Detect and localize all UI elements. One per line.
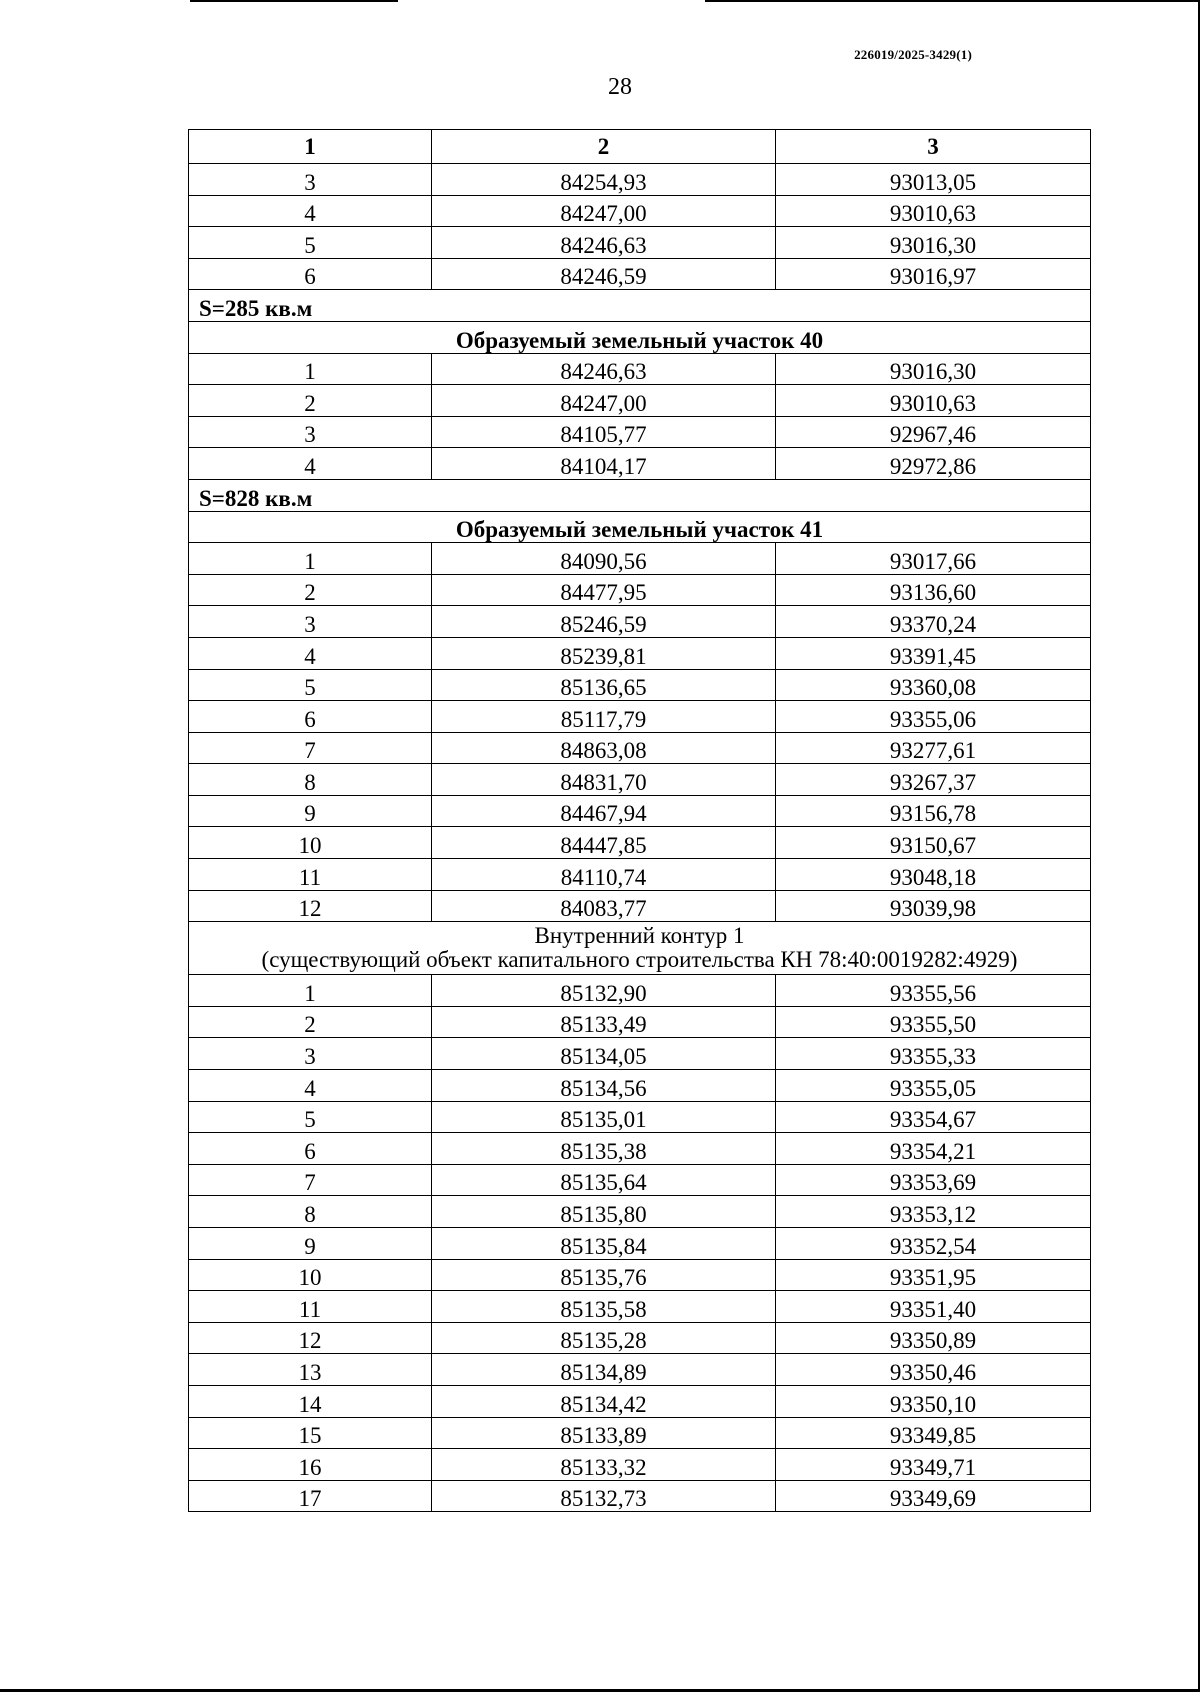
point-number-cell: 9: [189, 795, 432, 827]
table-row: [189, 764, 1091, 796]
x-coordinate-cell: 84246,63: [432, 353, 776, 385]
x-coordinate-cell: 84110,74: [432, 859, 776, 891]
point-number-cell: 5: [189, 669, 432, 701]
table-row: [189, 195, 1091, 227]
y-coordinate-cell: 93360,08: [776, 669, 1091, 701]
point-number-cell: 4: [189, 637, 432, 669]
point-number-cell: 8: [189, 1196, 432, 1228]
x-coordinate-cell: 85133,49: [432, 1006, 776, 1038]
y-coordinate-cell: 93267,37: [776, 764, 1091, 796]
table-row: [189, 543, 1091, 575]
y-coordinate-cell: 93355,50: [776, 1006, 1091, 1038]
table-row: [189, 574, 1091, 606]
table-row: [189, 1322, 1091, 1354]
point-number-cell: 7: [189, 1164, 432, 1196]
x-coordinate-cell: 85133,89: [432, 1417, 776, 1449]
y-coordinate-cell: 93355,33: [776, 1038, 1091, 1070]
coordinates-table: [188, 129, 1091, 1512]
point-number-cell: 2: [189, 1006, 432, 1038]
column-header-point: 1: [189, 130, 432, 164]
section-heading: Образуемый земельный участок 41: [189, 511, 1091, 543]
table-row: [189, 827, 1091, 859]
x-coordinate-cell: 85136,65: [432, 669, 776, 701]
point-number-cell: 16: [189, 1449, 432, 1481]
y-coordinate-cell: 93354,67: [776, 1101, 1091, 1133]
point-number-cell: 7: [189, 732, 432, 764]
point-number-cell: 5: [189, 1101, 432, 1133]
table-row: [189, 1259, 1091, 1291]
scan-edge-top-right: [705, 0, 1200, 2]
y-coordinate-cell: 93016,30: [776, 353, 1091, 385]
point-number-cell: 1: [189, 975, 432, 1007]
table-row: [189, 353, 1091, 385]
point-number-cell: 2: [189, 385, 432, 417]
y-coordinate-cell: 93039,98: [776, 890, 1091, 922]
point-number-cell: 2: [189, 574, 432, 606]
x-coordinate-cell: 84083,77: [432, 890, 776, 922]
point-number-cell: 9: [189, 1228, 432, 1260]
point-number-cell: 12: [189, 890, 432, 922]
x-coordinate-cell: 85239,81: [432, 637, 776, 669]
y-coordinate-cell: 93013,05: [776, 164, 1091, 196]
table-row: [189, 385, 1091, 417]
point-number-cell: 4: [189, 448, 432, 480]
table-row: [189, 890, 1091, 922]
y-coordinate-cell: 92972,86: [776, 448, 1091, 480]
point-number-cell: 5: [189, 227, 432, 259]
x-coordinate-cell: 85133,32: [432, 1449, 776, 1481]
x-coordinate-cell: 85246,59: [432, 606, 776, 638]
contour-heading-row: [189, 922, 1091, 975]
x-coordinate-cell: 84863,08: [432, 732, 776, 764]
table-row: [189, 669, 1091, 701]
x-coordinate-cell: 85132,73: [432, 1480, 776, 1512]
scan-edge-top-left: [190, 0, 398, 2]
x-coordinate-cell: 85134,89: [432, 1354, 776, 1386]
y-coordinate-cell: 93277,61: [776, 732, 1091, 764]
y-coordinate-cell: 93150,67: [776, 827, 1091, 859]
y-coordinate-cell: 93010,63: [776, 195, 1091, 227]
y-coordinate-cell: 93355,56: [776, 975, 1091, 1007]
x-coordinate-cell: 84254,93: [432, 164, 776, 196]
y-coordinate-cell: 93349,71: [776, 1449, 1091, 1481]
y-coordinate-cell: 93391,45: [776, 637, 1091, 669]
y-coordinate-cell: 93355,06: [776, 701, 1091, 733]
table-row: [189, 975, 1091, 1007]
y-coordinate-cell: 93352,54: [776, 1228, 1091, 1260]
y-coordinate-cell: 93048,18: [776, 859, 1091, 891]
point-number-cell: 6: [189, 258, 432, 290]
x-coordinate-cell: 85135,64: [432, 1164, 776, 1196]
table-row: [189, 1449, 1091, 1481]
x-coordinate-cell: 84090,56: [432, 543, 776, 575]
table-row: [189, 637, 1091, 669]
area-label: S=828 кв.м: [189, 479, 1091, 511]
table-row: [189, 448, 1091, 480]
x-coordinate-cell: 85135,38: [432, 1133, 776, 1165]
x-coordinate-cell: 84247,00: [432, 195, 776, 227]
y-coordinate-cell: 93010,63: [776, 385, 1091, 417]
table-row: [189, 227, 1091, 259]
x-coordinate-cell: 85134,05: [432, 1038, 776, 1070]
point-number-cell: 1: [189, 543, 432, 575]
x-coordinate-cell: 84831,70: [432, 764, 776, 796]
area-label: S=285 кв.м: [189, 290, 1091, 322]
table-row: [189, 1038, 1091, 1070]
table-row: [189, 1417, 1091, 1449]
point-number-cell: 1: [189, 353, 432, 385]
table-row: [189, 258, 1091, 290]
page-number: 28: [608, 74, 632, 100]
column-header-y: 3: [776, 130, 1091, 164]
y-coordinate-cell: 93350,89: [776, 1322, 1091, 1354]
table-row: [189, 1196, 1091, 1228]
x-coordinate-cell: 84477,95: [432, 574, 776, 606]
point-number-cell: 3: [189, 164, 432, 196]
table-row: [189, 732, 1091, 764]
y-coordinate-cell: 93349,85: [776, 1417, 1091, 1449]
table-row: [189, 1480, 1091, 1512]
y-coordinate-cell: 93017,66: [776, 543, 1091, 575]
point-number-cell: 13: [189, 1354, 432, 1386]
x-coordinate-cell: 84104,17: [432, 448, 776, 480]
contour-heading: [189, 922, 1091, 975]
point-number-cell: 10: [189, 1259, 432, 1291]
point-number-cell: 10: [189, 827, 432, 859]
y-coordinate-cell: 93351,40: [776, 1291, 1091, 1323]
x-coordinate-cell: 85117,79: [432, 701, 776, 733]
table-row: [189, 1101, 1091, 1133]
y-coordinate-cell: 93016,97: [776, 258, 1091, 290]
point-number-cell: 3: [189, 416, 432, 448]
area-row: [189, 479, 1091, 511]
table-row: [189, 1291, 1091, 1323]
table-row: [189, 1228, 1091, 1260]
x-coordinate-cell: 85132,90: [432, 975, 776, 1007]
point-number-cell: 3: [189, 1038, 432, 1070]
section-heading: Образуемый земельный участок 40: [189, 321, 1091, 353]
point-number-cell: 15: [189, 1417, 432, 1449]
section-heading-row: [189, 321, 1091, 353]
table-row: [189, 1006, 1091, 1038]
table-header-row: [189, 130, 1091, 164]
y-coordinate-cell: 93349,69: [776, 1480, 1091, 1512]
y-coordinate-cell: 93354,21: [776, 1133, 1091, 1165]
table-row: [189, 164, 1091, 196]
x-coordinate-cell: 85135,84: [432, 1228, 776, 1260]
table-row: [189, 1385, 1091, 1417]
contour-description: (существующий объект капитального строительства КН 78:40:0019282:4929): [261, 947, 1018, 973]
y-coordinate-cell: 93351,95: [776, 1259, 1091, 1291]
x-coordinate-cell: 85135,58: [432, 1291, 776, 1323]
table-row: [189, 701, 1091, 733]
table-row: [189, 1164, 1091, 1196]
point-number-cell: 11: [189, 859, 432, 891]
x-coordinate-cell: 84105,77: [432, 416, 776, 448]
table-row: [189, 606, 1091, 638]
table-row: [189, 416, 1091, 448]
point-number-cell: 6: [189, 1133, 432, 1165]
y-coordinate-cell: 92967,46: [776, 416, 1091, 448]
point-number-cell: 12: [189, 1322, 432, 1354]
x-coordinate-cell: 84247,00: [432, 385, 776, 417]
x-coordinate-cell: 84246,59: [432, 258, 776, 290]
table-row: [189, 1354, 1091, 1386]
y-coordinate-cell: 93370,24: [776, 606, 1091, 638]
table-row: [189, 859, 1091, 891]
point-number-cell: 6: [189, 701, 432, 733]
table-row: [189, 1070, 1091, 1102]
point-number-cell: 11: [189, 1291, 432, 1323]
y-coordinate-cell: 93016,30: [776, 227, 1091, 259]
x-coordinate-cell: 85134,42: [432, 1385, 776, 1417]
x-coordinate-cell: 85135,80: [432, 1196, 776, 1228]
point-number-cell: 4: [189, 195, 432, 227]
section-heading-row: [189, 511, 1091, 543]
y-coordinate-cell: 93355,05: [776, 1070, 1091, 1102]
y-coordinate-cell: 93353,69: [776, 1164, 1091, 1196]
document-code: 226019/2025-3429(1): [854, 47, 972, 62]
y-coordinate-cell: 93350,10: [776, 1385, 1091, 1417]
x-coordinate-cell: 85134,56: [432, 1070, 776, 1102]
table-row: [189, 795, 1091, 827]
x-coordinate-cell: 84246,63: [432, 227, 776, 259]
point-number-cell: 14: [189, 1385, 432, 1417]
y-coordinate-cell: 93136,60: [776, 574, 1091, 606]
point-number-cell: 8: [189, 764, 432, 796]
y-coordinate-cell: 93156,78: [776, 795, 1091, 827]
point-number-cell: 3: [189, 606, 432, 638]
x-coordinate-cell: 85135,28: [432, 1322, 776, 1354]
coordinates-table-body: [189, 130, 1091, 1512]
y-coordinate-cell: 93353,12: [776, 1196, 1091, 1228]
point-number-cell: 17: [189, 1480, 432, 1512]
area-row: [189, 290, 1091, 322]
x-coordinate-cell: 85135,01: [432, 1101, 776, 1133]
table-row: [189, 1133, 1091, 1165]
x-coordinate-cell: 85135,76: [432, 1259, 776, 1291]
x-coordinate-cell: 84467,94: [432, 795, 776, 827]
contour-title: Внутренний контур 1: [534, 923, 745, 949]
column-header-x: 2: [432, 130, 776, 164]
y-coordinate-cell: 93350,46: [776, 1354, 1091, 1386]
x-coordinate-cell: 84447,85: [432, 827, 776, 859]
point-number-cell: 4: [189, 1070, 432, 1102]
